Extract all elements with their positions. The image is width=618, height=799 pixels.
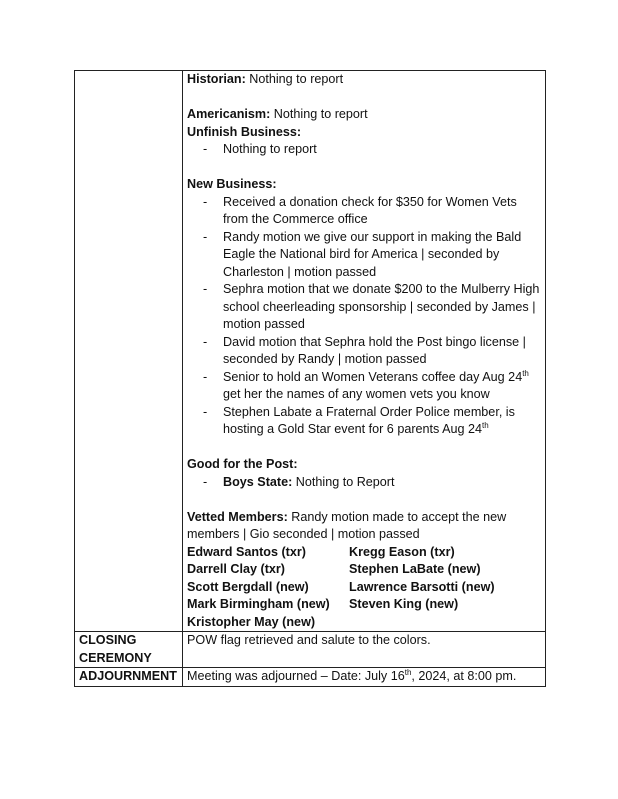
adjournment-time: , 2024, at 8:00 pm. <box>411 669 517 683</box>
historian-text: Nothing to report <box>245 72 344 86</box>
list-item: - Sephra motion that we donate $200 to the Mulberry High school cheerleading sponsorship | seconded by James | motion passed <box>203 281 541 334</box>
list-item <box>203 474 541 492</box>
list-item <box>203 369 541 404</box>
list-item: - Nothing to report <box>203 141 541 159</box>
unfinish-business-heading <box>187 124 541 142</box>
new-business-list <box>187 194 541 439</box>
vetted-members-motion: Randy motion made to accept the new members | Gio seconded | motion passed <box>187 509 507 541</box>
list-item: - David motion that Sephra hold the Post bingo license | seconded by Randy | motion passed <box>203 334 541 369</box>
reports-label-cell <box>75 71 183 632</box>
good-for-post-heading <box>187 456 541 474</box>
closing-ceremony-text: POW flag retrieved and salute to the colors. <box>183 632 546 668</box>
member-name: Scott Bergdall (new) <box>187 579 309 594</box>
boys-state-text: Nothing to Report <box>292 474 395 489</box>
member-name: Edward Santos (txr) <box>187 544 306 559</box>
vetted-members-text <box>187 509 541 544</box>
historian-line <box>187 71 541 89</box>
new-business-heading <box>187 176 541 194</box>
item5-sup: th <box>522 368 529 378</box>
member-name <box>349 614 519 632</box>
item5-text-end: get her the names of any women vets you know <box>223 387 490 401</box>
adjournment-label: ADJOURNMENT <box>75 668 183 687</box>
good-for-post-label: Good for the Post: <box>187 457 298 471</box>
closing-row <box>75 632 546 668</box>
historian-label: Historian: <box>187 72 246 86</box>
good-for-post-list <box>187 474 541 492</box>
unfinish-business-list <box>187 141 541 159</box>
americanism-label: Americanism: <box>187 107 271 121</box>
minutes-table <box>74 70 546 687</box>
item5-text: Senior to hold an Women Veterans coffee day Aug 24 <box>223 369 523 384</box>
member-name: Darrell Clay (txr) <box>187 562 285 576</box>
reports-row <box>75 71 546 632</box>
list-item: - Randy motion we give our support in making the Bald Eagle the National bird for America | seconded by Charleston | motion passed <box>203 229 541 282</box>
item6-text: Stephen Labate a Fraternal Order Police member, is hosting a Gold Star event for 6 parents Aug 24 <box>223 404 515 436</box>
member-name: Mark Birmingham (new) <box>187 597 330 611</box>
adjournment-sup: th <box>404 667 412 677</box>
adjournment-date: Meeting was adjourned – Date: July 16 <box>187 669 405 683</box>
item6-sup: th <box>482 420 489 430</box>
member-name: Lawrence Barsotti (new) <box>349 579 495 594</box>
americanism-line <box>187 106 541 124</box>
reports-content-cell <box>183 71 546 632</box>
member-name: Stephen LaBate (new) <box>349 562 481 576</box>
member-name: Kristopher May (new) <box>187 614 316 629</box>
adjournment-row <box>75 668 546 687</box>
member-name: Kregg Eason (txr) <box>349 544 455 559</box>
list-item: - Received a donation check for $350 for Women Vets from the Commerce office <box>203 194 541 229</box>
americanism-text: Nothing to report <box>270 107 368 121</box>
members-grid <box>187 544 541 632</box>
adjournment-text <box>183 668 546 687</box>
new-business-label: New Business: <box>187 177 277 191</box>
unfinish-business-label: Unfinish Business: <box>187 124 302 139</box>
closing-ceremony-label: CLOSING CEREMONY <box>75 632 183 668</box>
vetted-members-label: Vetted Members: <box>187 509 288 524</box>
list-item <box>203 404 541 439</box>
member-name: Steven King (new) <box>349 597 459 611</box>
boys-state-label: Boys State: <box>223 474 293 489</box>
